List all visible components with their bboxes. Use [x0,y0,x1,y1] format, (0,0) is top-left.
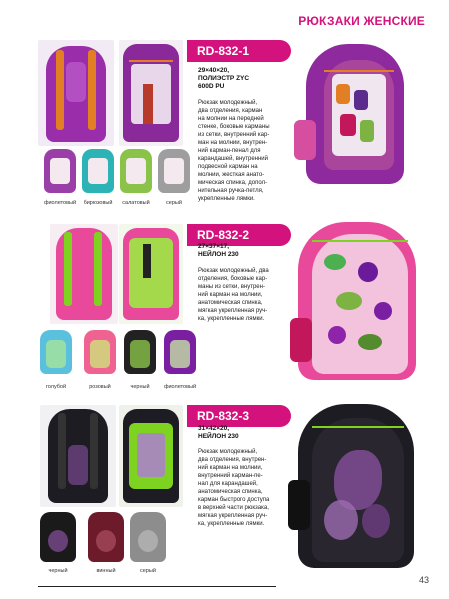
product-description: Рюкзак молодежный, два отделения, внутрен- ний карман на молнии, внутренний карман-пе- нал для карандашей, анатомическая спинка, карман быстрого доступа в верхней части рюкзака, мягкая укрепленная руч- ка, укрепленные лямки. [198,449,270,527]
product-back-photo [40,405,116,507]
product-code: RD-832-2 [187,224,291,246]
product-spec: 27×37×17, НЕЙЛОН 230 [198,243,239,258]
color-label: серый [140,568,156,574]
color-label: фиолетовый [43,200,77,206]
product-code: RD-832-3 [187,405,291,427]
product-spec: 31×42×20, НЕЙЛОН 230 [198,425,239,440]
product-spec: 29×40×20, ПОЛИЭСТР ZYC 600D PU [198,67,250,90]
color-label: черный [130,384,150,390]
page-title: РЮКЗАКИ ЖЕНСКИЕ [298,14,425,28]
product-back-photo [50,224,118,324]
product-main-photo [290,40,420,190]
product-code: RD-832-1 [187,40,291,62]
product-main-photo [288,218,424,384]
product-inside-photo [119,40,183,146]
product-inside-photo [119,405,183,507]
color-label: салатовый [122,200,150,206]
color-label: винный [96,568,116,574]
product-inside-photo [119,224,183,324]
color-label: голубой [45,384,67,390]
product-description: Рюкзак молодежный, два отделения, карман на молнии на передней стенке, боковые карманы из сетки, внутренний кар- ман на молнии, внутрен- ний карман-пенал для карандашей, внутренний подвесной карман на молнии, жесткая анато- мическая спинка, допол- нительная ручка-петля, укрепленные лямки. [198,100,270,202]
product-description: Рюкзак молодежный, два отделения, боковые кар- маны из сетки, внутрен- ний карман на молнии, анатомическая спинка, мягкая укрепленная руч- ка, укрепленные лямки. [198,268,269,322]
color-label: черный [48,568,68,574]
color-label: фиолетовый [163,384,197,390]
color-label: розовый [89,384,111,390]
footer-divider [38,586,276,587]
product-back-photo [38,40,114,146]
color-label: бирюзовый [83,200,113,206]
page-number: 43 [418,575,429,585]
product-main-photo [284,400,424,572]
color-label: серый [166,200,182,206]
